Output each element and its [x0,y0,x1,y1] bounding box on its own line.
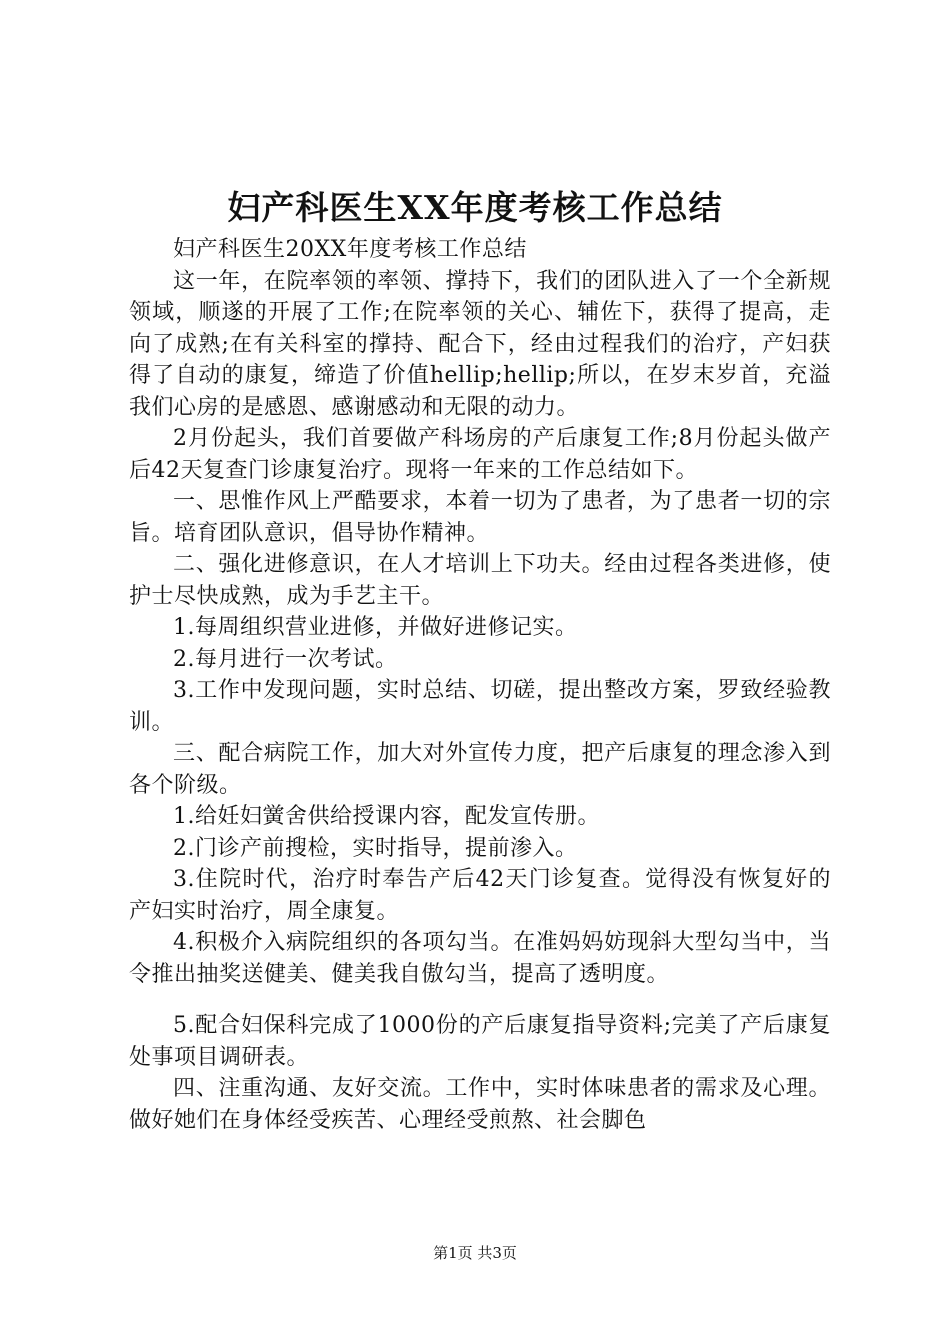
list-item: 2.每月进行一次考试。 [173,646,398,672]
list-item: 1.给妊妇黉舍供给授课内容，配发宣传册。 [173,804,600,829]
list-item: 5.配合妇保科完成了1000份的产后康复指导资料;完美了产后康复处事项目调研表。 [129,1013,831,1070]
list-item: 3.工作中发现问题，实时总结、切磋，提出整改方案，罗致经验教训。 [129,678,831,735]
list-item: 4.积极介入病院组织的各项勾当。在准妈妈妨现斜大型勾当中，当令推出抽奖送健美、健美我自傲勾当，提高了透明度。 [129,930,831,987]
list-item: 3.住院时代，治疗时奉告产后42天门诊复查。觉得没有恢复好的产妇实时治疗，周全康复。 [129,867,831,924]
paragraph: 一、思惟作风上严酷要求，本着一切为了患者，为了患者一切的宗旨。培育团队意识，倡导协作精神。 [129,489,831,546]
paragraph: 2月份起头，我们首要做产科场房的产后康复工作;8月份起头做产后42天复查门诊康复治疗。现将一年来的工作总结如下。 [129,426,831,483]
list-item: 2.门诊产前搜检，实时指导，提前渗入。 [173,835,578,861]
paragraph-subtitle: 妇产科医生20XX年度考核工作总结 [173,237,527,262]
paragraph: 三、配合病院工作，加大对外宣传力度，把产后康复的理念渗入到各个阶级。 [129,741,831,798]
document-title: 妇产科医生XX年度考核工作总结 [227,188,723,227]
document-body [129,234,831,1136]
paragraph: 这一年，在院率领的率领、撑持下，我们的团队进入了一个全新规领域，顺遂的开展了工作;在院率领的关心、辅佐下，获得了提高，走向了成熟;在有关科室的撑持、配合下，经由过程我们的治疗，产妇获得了自动的康复，缔造了价值hellip;hellip;所以，在岁末岁首，充溢我们心房的是感恩、感谢感动和无限的动力。 [129,268,831,420]
list-item: 1.每周组织营业进修，并做好进修记实。 [173,615,578,640]
paragraph: 二、强化进修意识，在人才培训上下功夫。经由过程各类进修，使护士尽快成熟，成为手艺主干。 [129,552,831,609]
paragraph: 四、注重沟通、友好交流。工作中，实时体味患者的需求及心理。做好她们在身体经受疾苦、心理经受煎熬、社会脚色 [129,1076,831,1133]
page-footer: 第1页 共3页 [433,1244,517,1262]
